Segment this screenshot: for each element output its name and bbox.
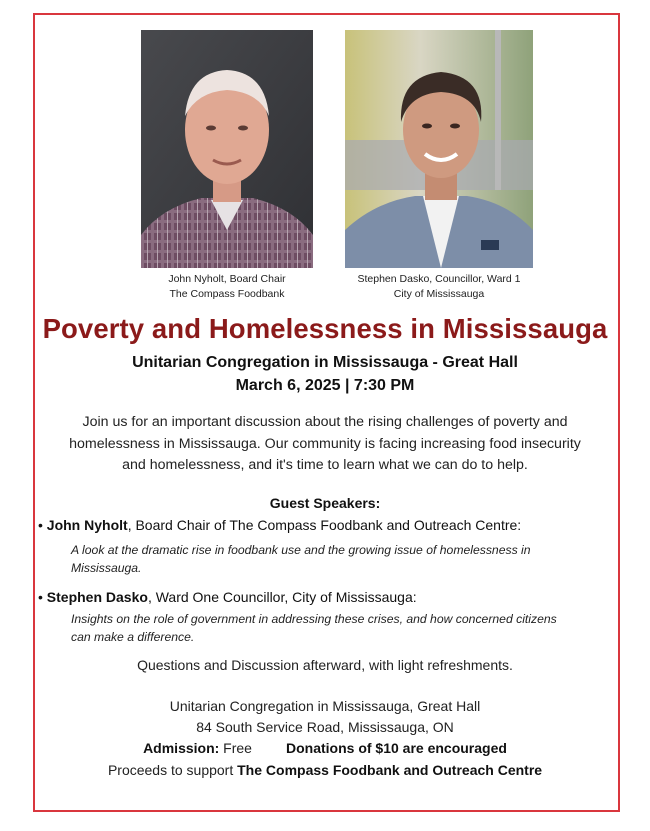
speaker-1 [38,517,618,533]
john-nyholt-photo [141,30,313,268]
event-intro: Join us for an important discussion about the rising challenges of poverty and homelessness in Mississauga. Our community is facing increasing food insecurity and homelessness, and it's time to learn what we can do to help. [69,414,581,473]
donations-note: Donations of $10 are encouraged [285,740,507,756]
event-venue: Unitarian Congregation in Mississauga - Great Hall [132,354,518,371]
left-caption-org: The Compass Foodbank [169,288,285,300]
speaker-bullet: • [38,517,47,533]
admission-line [0,740,650,756]
right-caption-org: City of Mississauga [393,288,485,300]
speaker-1-name: John Nyholt [46,517,128,533]
speaker-bullet: • [38,589,47,605]
event-datetime: March 6, 2025 | 7:30 PM [235,377,415,394]
speaker-2-role: , Ward One Councillor, City of Mississauga: [147,589,417,605]
proceeds-prefix: Proceeds to support [107,762,238,778]
speaker-2-description: Insights on the role of government in addressing these crises, and how concerned citizens can make a difference. [71,612,557,644]
event-title: Poverty and Homelessness in Mississauga [42,313,608,344]
proceeds-line [0,762,650,778]
left-caption-name: John Nyholt, Board Chair [168,273,286,285]
address-line-1: Unitarian Congregation in Mississauga, Great Hall [169,698,481,714]
questions-note: Questions and Discussion afterward, with light refreshments. [137,657,513,673]
right-caption-name: Stephen Dasko, Councillor, Ward 1 [357,273,521,285]
admission-value: Free [219,740,252,756]
left-photo-caption [127,272,327,302]
right-photo-caption [339,272,539,302]
speaker-1-description: A look at the dramatic rise in foodbank use and the growing issue of homelessness in Mississauga. [71,543,531,575]
proceeds-org: The Compass Foodbank and Outreach Centre [237,762,543,778]
speaker-2 [38,589,618,605]
speaker-2-name: Stephen Dasko [46,589,148,605]
guest-speakers-heading: Guest Speakers: [269,495,381,511]
speaker-1-role: , Board Chair of The Compass Foodbank and Outreach Centre: [127,517,522,533]
admission-label: Admission: [143,740,220,756]
stephen-dasko-photo [345,30,533,268]
address-line-2: 84 South Service Road, Mississauga, ON [196,719,454,735]
